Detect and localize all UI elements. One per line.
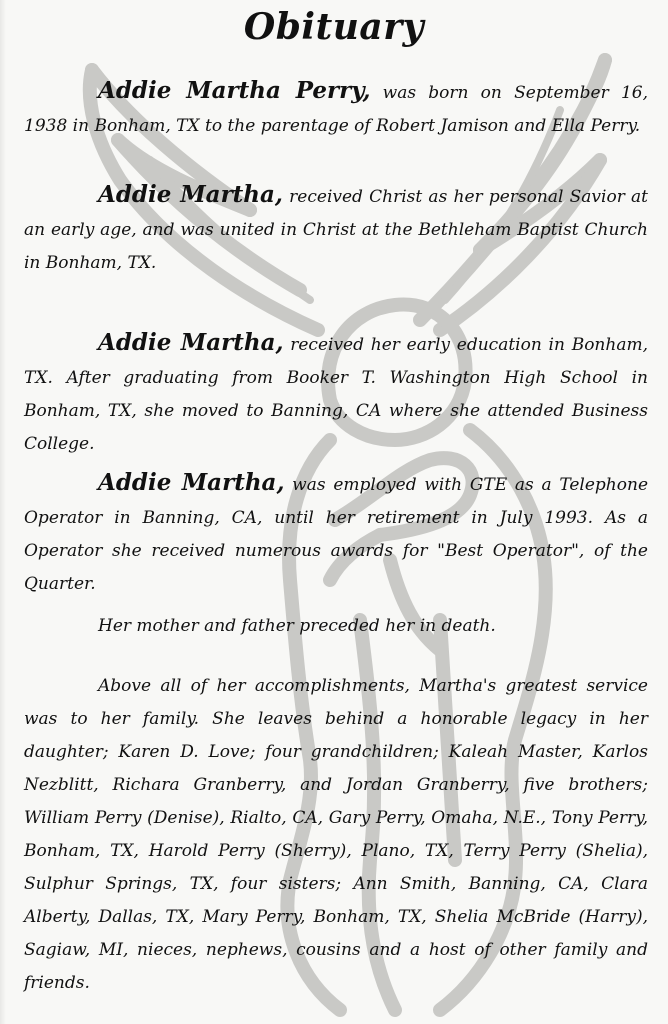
obituary-paragraph-survivors [24, 670, 648, 1000]
obituary-paragraph-education [24, 326, 648, 461]
deceased-name: Addie Martha, [98, 329, 284, 356]
paragraph-text: received her early education in Bonham, TX. After graduating from Booker T. Washington High School in Bonham, TX, she moved to Banning, CA where she attended Business College. [24, 335, 648, 454]
page-title: Obituary [243, 6, 425, 48]
deceased-name: Addie Martha, [98, 469, 285, 496]
paragraph-text: was born on September 16, 1938 in Bonham, TX to the parentage of Robert Jamison and Ella Perry. [24, 83, 648, 136]
deceased-name: Addie Martha, [98, 181, 283, 208]
obituary-paragraph-birth [24, 74, 648, 143]
obituary-paragraph-career [24, 466, 648, 601]
paragraph-text: was employed with GTE as a Telephone Operator in Banning, CA, until her retirement in July 1993. As a Operator she received numerous awards for "Best Operator", of the Quarter. [24, 475, 648, 594]
paragraph-text: Above all of her accomplishments, Martha's greatest service was to her family. She leaves behind a honorable legacy in her daughter; Karen D. Love; four grandchildren; Kaleah Master, Karlos Nezblitt, Richara Granberry, and Jordan Granberry, five brothers; William Perry (Denise), Rialto, CA, Gary Perry, Omaha, N.E., Tony Perry, Bonham, TX, Harold Perry (Sherry), Plano, TX, Terry Perry (Shelia), Sulphur Springs, TX, four sisters; Ann Smith, Banning, CA, Clara Alberty, Dallas, TX, Mary Perry, Bonham, TX, Shelia McBride (Harry), Sagiaw, MI, nieces, nephews, cousins and a host of other family and friends. [24, 676, 648, 993]
obituary-paragraph-faith [24, 178, 648, 280]
paragraph-text: received Christ as her personal Savior at an early age, and was united in Christ at the Bethleham Baptist Church in Bonham, TX. [24, 187, 649, 273]
obituary-paragraph-preceded [24, 610, 648, 643]
paragraph-text: Her mother and father preceded her in death. [98, 616, 496, 636]
deceased-name: Addie Martha Perry, [98, 77, 371, 104]
